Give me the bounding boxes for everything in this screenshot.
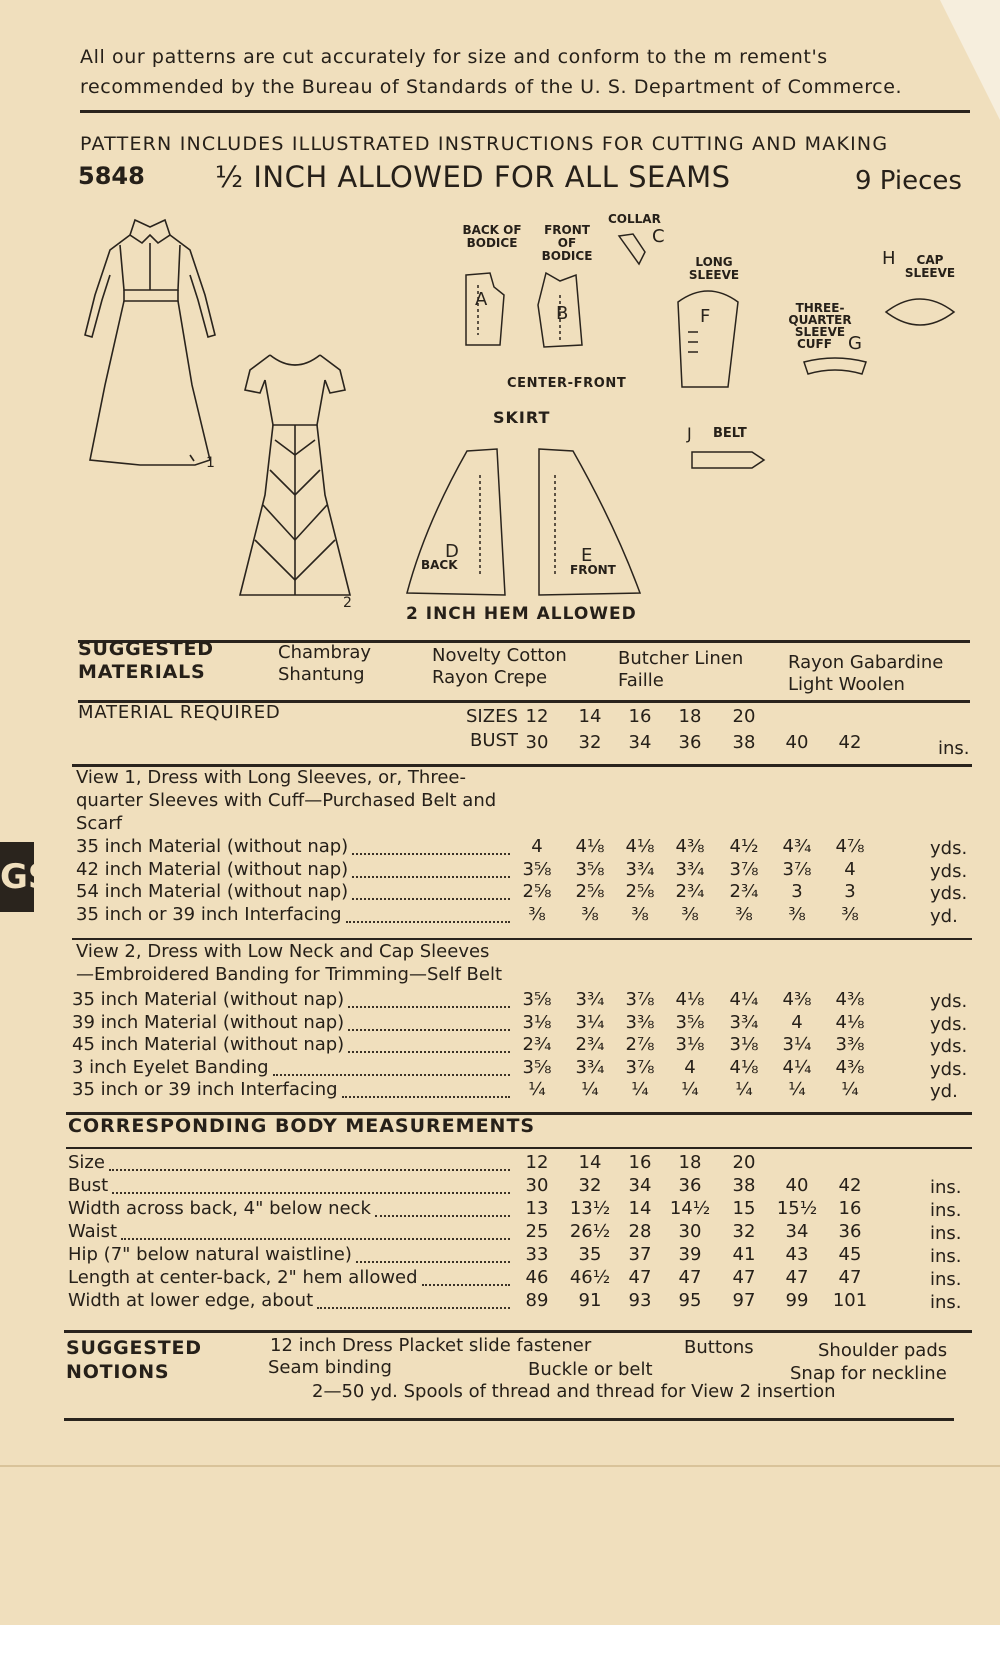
unit-label: ins.: [930, 1177, 962, 1198]
yardage-value: 2¾: [729, 881, 759, 902]
leader-dots: [348, 1029, 510, 1031]
row-label: Width at lower edge, about: [68, 1290, 314, 1311]
yardage-value: 3⅝: [522, 858, 552, 880]
long-sleeve-piece-illustration: [668, 282, 748, 392]
piece-f-letter: F: [700, 306, 711, 327]
unit-label: ins.: [930, 1200, 962, 1221]
materials-col-3: Butcher Linen Faille: [618, 648, 744, 691]
size-value: 20: [732, 706, 756, 727]
yardage-value: 3⅝: [522, 989, 552, 1010]
view-1-number: 1: [206, 455, 215, 471]
yardage-value: 3⅝: [522, 1056, 552, 1078]
yardage-value: 95: [678, 1290, 702, 1311]
piece-a-letter: A: [475, 289, 488, 310]
leader-dots: [422, 1284, 510, 1286]
long-sleeve-label: LONG SLEEVE: [688, 255, 740, 282]
view-2-number: 2: [343, 595, 352, 611]
yardage-value: 16: [838, 1198, 862, 1219]
three-quarter-sleeve-label: THREE-QUARTER SLEEVE: [788, 301, 852, 339]
yardage-value: 47: [678, 1267, 702, 1288]
yardage-value: ⅜: [735, 903, 753, 925]
yardage-value: 101: [832, 1290, 868, 1311]
cap-letter: H: [882, 248, 896, 269]
materials-col-4: Rayon Gabardine Light Woolen: [788, 652, 944, 695]
yardage-value: 2⅞: [625, 1034, 655, 1055]
notion-snap: Snap for neckline: [790, 1363, 947, 1384]
leader-dots: [356, 1261, 510, 1263]
yardage-value: 4½: [729, 836, 759, 857]
notion-seam-binding: Seam binding: [268, 1357, 392, 1378]
yardage-value: ¼: [735, 1079, 753, 1100]
yardage-value: 46: [525, 1267, 549, 1288]
unit-label: yds.: [930, 1013, 968, 1035]
yardage-value: 3⅜: [625, 1011, 655, 1033]
unit-label: ins.: [930, 1246, 962, 1267]
yardage-value: 3¾: [575, 1056, 605, 1078]
instructions-note: PATTERN INCLUDES ILLUSTRATED INSTRUCTIONS FOR CUTTING AND MAKING: [80, 133, 889, 155]
yardage-value: 4: [684, 1056, 696, 1078]
yardage-value: 37: [628, 1244, 652, 1265]
row-label: 39 inch Material (without nap): [72, 1011, 345, 1033]
yardage-value: 39: [678, 1244, 702, 1265]
size-value: 12: [525, 706, 549, 727]
yardage-value: 3⅞: [625, 1056, 655, 1078]
divider: [66, 1147, 972, 1149]
yardage-value: 35: [578, 1244, 602, 1265]
piece-d-letter: D: [445, 541, 459, 562]
yardage-value: 4¾: [782, 836, 812, 857]
unit-label: ins.: [930, 1292, 962, 1313]
bust-value: 40: [785, 732, 809, 753]
suggested-materials-title: SUGGESTED MATERIALS: [78, 638, 214, 683]
yardage-value: 47: [838, 1267, 862, 1288]
view-1-dress-illustration: [80, 215, 220, 500]
yardage-value: 25: [525, 1221, 549, 1242]
yardage-value: 46½: [569, 1267, 611, 1288]
yardage-value: 4⅜: [782, 989, 812, 1010]
bust-value: 36: [678, 732, 702, 753]
yardage-value: ⅜: [631, 903, 649, 925]
skirt-pieces-illustration: [405, 445, 645, 605]
yardage-value: 3⅞: [729, 858, 759, 880]
size-value: 16: [628, 706, 652, 727]
row-label: 54 inch Material (without nap): [76, 881, 349, 902]
leader-dots: [342, 1096, 510, 1098]
row-label: Waist: [68, 1221, 118, 1242]
yardage-value: ⅜: [841, 903, 859, 925]
torn-corner: [940, 0, 1000, 120]
belt-label: BELT: [713, 426, 747, 441]
unit-label: yds.: [930, 1036, 968, 1057]
yardage-value: 3: [844, 881, 856, 902]
yardage-value: 16: [628, 1152, 652, 1173]
leader-dots: [375, 1215, 510, 1217]
yardage-value: 3: [791, 881, 803, 902]
bust-label: BUST: [470, 730, 518, 751]
yardage-value: ¼: [528, 1079, 546, 1100]
yardage-value: 4: [531, 836, 543, 857]
yardage-value: 2⅝: [522, 881, 552, 902]
bust-value: 42: [838, 732, 862, 753]
row-label: 45 inch Material (without nap): [72, 1034, 345, 1055]
yardage-value: 3⅛: [729, 1034, 759, 1055]
cuff-piece-illustration: [800, 352, 870, 382]
yardage-value: ⅜: [788, 903, 806, 925]
row-label: Size: [68, 1152, 105, 1173]
yardage-value: 4: [844, 858, 856, 880]
body-measurements-title: CORRESPONDING BODY MEASUREMENTS: [68, 1115, 536, 1137]
yardage-value: 34: [785, 1221, 809, 1242]
yardage-value: 2⅝: [575, 881, 605, 902]
view-2-description: View 2, Dress with Low Neck and Cap Sleeves —Embroidered Banding for Trimming—Self Belt: [76, 941, 503, 985]
yardage-value: 4¼: [782, 1056, 812, 1078]
material-required-title: MATERIAL REQUIRED: [78, 702, 281, 723]
notion-buckle: Buckle or belt: [528, 1359, 653, 1380]
yardage-value: 3⅝: [575, 858, 605, 880]
skirt-front-label: FRONT: [570, 563, 616, 577]
yardage-value: ¼: [581, 1079, 599, 1100]
yardage-value: 89: [525, 1290, 549, 1311]
notion-shoulder-pads: Shoulder pads: [818, 1340, 948, 1361]
leader-dots: [109, 1169, 510, 1171]
view-1-description: View 1, Dress with Long Sleeves, or, Three- quarter Sleeves with Cuff—Purchased Belt and Scarf: [76, 767, 497, 834]
yardage-value: 36: [838, 1221, 862, 1242]
leader-dots: [348, 1051, 510, 1053]
yardage-value: 15½: [776, 1198, 818, 1219]
yardage-value: 2¾: [675, 881, 705, 902]
yardage-value: 3¾: [675, 858, 705, 880]
unit-label: yds.: [930, 1058, 968, 1080]
row-label: 42 inch Material (without nap): [76, 858, 349, 880]
yardage-value: ⅜: [681, 903, 699, 925]
yardage-value: 3⅛: [522, 1011, 552, 1033]
hem-allowance: 2 INCH HEM ALLOWED: [406, 604, 637, 624]
yardage-value: 4⅛: [729, 1056, 759, 1078]
collar-label: COLLAR: [608, 212, 661, 226]
cap-sleeve-label: CAP SLEEVE: [904, 253, 956, 280]
back-of-bodice-label: BACK OF BODICE: [462, 223, 522, 250]
yardage-value: 2⅝: [625, 881, 655, 902]
yardage-value: 4⅛: [625, 836, 655, 857]
unit-label: yd.: [930, 1081, 958, 1102]
yardage-value: 4⅜: [835, 1056, 865, 1078]
belt-letter: J: [687, 424, 692, 443]
yardage-value: 3¾: [575, 989, 605, 1010]
yardage-value: 47: [785, 1267, 809, 1288]
collar-letter: C: [652, 226, 665, 247]
intro-line-2: recommended by the Bureau of Standards of the U. S. Department of Commerce.: [80, 76, 903, 98]
yardage-value: 28: [628, 1221, 652, 1242]
yardage-value: ⅜: [581, 903, 599, 925]
divider: [64, 1330, 972, 1333]
unit-label: yds.: [930, 838, 968, 859]
yardage-value: 14: [578, 1152, 602, 1173]
yardage-value: ¼: [841, 1079, 859, 1100]
yardage-value: 38: [732, 1175, 756, 1196]
yardage-value: ¼: [681, 1079, 699, 1100]
view-2-dress-illustration: [225, 345, 365, 615]
unit-label: yds.: [930, 883, 968, 904]
leader-dots: [348, 1006, 510, 1008]
yardage-value: 3⅛: [675, 1034, 705, 1055]
side-tab: GS: [0, 842, 34, 912]
row-label: 35 inch Material (without nap): [72, 989, 345, 1010]
leader-dots: [112, 1192, 510, 1194]
yardage-value: 3⅝: [675, 1011, 705, 1033]
page-margin: [0, 1625, 1000, 1653]
piece-b-letter: B: [556, 303, 569, 324]
yardage-value: ⅜: [528, 903, 546, 925]
leader-dots: [346, 921, 510, 923]
yardage-value: 36: [678, 1175, 702, 1196]
skirt-back-label: BACK: [421, 558, 458, 572]
yardage-value: 2¾: [522, 1034, 552, 1055]
center-front-label: CENTER-FRONT: [507, 376, 627, 391]
row-label: Bust: [68, 1175, 109, 1196]
yardage-value: 4¼: [729, 989, 759, 1010]
size-value: 14: [578, 706, 602, 727]
cuff-letter: G: [848, 333, 862, 354]
yardage-value: 47: [628, 1267, 652, 1288]
row-label: Hip (7" below natural waistline): [68, 1244, 352, 1265]
yardage-value: 3¾: [729, 1011, 759, 1033]
yardage-value: 3¾: [625, 858, 655, 880]
belt-piece-illustration: [690, 448, 770, 472]
row-label: Width across back, 4" below neck: [68, 1198, 371, 1219]
yardage-value: ¼: [631, 1079, 649, 1100]
yardage-value: 99: [785, 1290, 809, 1311]
yardage-value: 45: [838, 1244, 862, 1265]
yardage-value: 41: [732, 1244, 756, 1265]
yardage-value: 43: [785, 1244, 809, 1265]
notion-buttons: Buttons: [684, 1337, 754, 1358]
yardage-value: 34: [628, 1175, 652, 1196]
yardage-value: 4⅛: [675, 989, 705, 1010]
notion-thread: 2—50 yd. Spools of thread and thread for View 2 insertion: [312, 1381, 836, 1402]
leader-dots: [317, 1307, 510, 1309]
front-of-bodice-label: FRONT OF BODICE: [541, 223, 593, 263]
yardage-value: 14½: [669, 1198, 711, 1219]
yardage-value: 32: [732, 1221, 756, 1242]
yardage-value: 30: [678, 1221, 702, 1242]
cuff-label: CUFF: [797, 337, 832, 351]
suggested-notions-title: SUGGESTED NOTIONS: [66, 1337, 202, 1383]
yardage-value: 13: [525, 1198, 549, 1219]
notion-fastener: 12 inch Dress Placket slide fastener: [270, 1335, 592, 1356]
bust-value: 30: [525, 732, 549, 753]
leader-dots: [273, 1074, 510, 1076]
collar-piece-illustration: [615, 230, 655, 270]
pieces-count: 9 Pieces: [855, 166, 962, 196]
bodice-pieces-illustration: [460, 265, 610, 375]
bust-value: 32: [578, 732, 602, 753]
leader-dots: [352, 898, 510, 900]
yardage-value: 4⅛: [575, 836, 605, 857]
yardage-value: 93: [628, 1290, 652, 1311]
yardage-value: 4⅜: [835, 989, 865, 1010]
yardage-value: 26½: [569, 1221, 611, 1242]
yardage-value: ¼: [788, 1079, 806, 1100]
yardage-value: 4⅞: [835, 836, 865, 857]
yardage-value: 12: [525, 1152, 549, 1173]
yardage-value: 3⅜: [835, 1034, 865, 1055]
intro-line-1: All our patterns are cut accurately for size and conform to the m rement's: [80, 46, 828, 68]
yardage-value: 97: [732, 1290, 756, 1311]
unit-label: ins.: [930, 1269, 962, 1290]
yardage-value: 42: [838, 1175, 862, 1196]
row-label: Length at center-back, 2" hem allowed: [68, 1267, 418, 1288]
skirt-label: SKIRT: [493, 408, 551, 427]
yardage-value: 3¼: [782, 1034, 812, 1055]
cap-sleeve-piece-illustration: [880, 290, 960, 335]
bust-value: 38: [732, 732, 756, 753]
yardage-value: 40: [785, 1175, 809, 1196]
yardage-value: 33: [525, 1244, 549, 1265]
yardage-value: 18: [678, 1152, 702, 1173]
yardage-value: 3¼: [575, 1011, 605, 1033]
row-label: 35 inch or 39 inch Interfacing: [76, 903, 342, 925]
yardage-value: 4⅜: [675, 836, 705, 857]
leader-dots: [352, 876, 510, 878]
divider: [64, 1418, 954, 1421]
yardage-value: 3⅞: [625, 989, 655, 1010]
yardage-value: 2¾: [575, 1034, 605, 1055]
yardage-value: 15: [732, 1198, 756, 1219]
unit-label: yds.: [930, 991, 968, 1012]
leader-dots: [121, 1238, 510, 1240]
yardage-value: 32: [578, 1175, 602, 1196]
seam-allowance: ½ INCH ALLOWED FOR ALL SEAMS: [215, 160, 731, 194]
piece-e-letter: E: [581, 545, 593, 566]
bust-value: 34: [628, 732, 652, 753]
row-label: 35 inch Material (without nap): [76, 836, 349, 857]
materials-col-1: Chambray Shantung: [278, 642, 372, 685]
yardage-value: 20: [732, 1152, 756, 1173]
yardage-value: 13½: [569, 1198, 611, 1219]
yardage-value: 14: [628, 1198, 652, 1219]
yardage-value: 3⅞: [782, 858, 812, 880]
size-value: 18: [678, 706, 702, 727]
unit-label: yd.: [930, 905, 958, 927]
yardage-value: 91: [578, 1290, 602, 1311]
bust-unit: ins.: [938, 738, 970, 759]
sizes-label: SIZES: [466, 706, 518, 727]
leader-dots: [352, 853, 510, 855]
unit-label: ins.: [930, 1223, 962, 1244]
yardage-value: 4⅛: [835, 1011, 865, 1033]
materials-col-2: Novelty Cotton Rayon Crepe: [432, 645, 567, 688]
yardage-value: 47: [732, 1267, 756, 1288]
yardage-value: 4: [791, 1011, 803, 1033]
yardage-value: 30: [525, 1175, 549, 1196]
pattern-number: 5848: [78, 162, 145, 190]
divider: [80, 110, 970, 113]
row-label: 3 inch Eyelet Banding: [72, 1056, 269, 1078]
row-label: 35 inch or 39 inch Interfacing: [72, 1079, 338, 1100]
unit-label: yds.: [930, 860, 968, 882]
